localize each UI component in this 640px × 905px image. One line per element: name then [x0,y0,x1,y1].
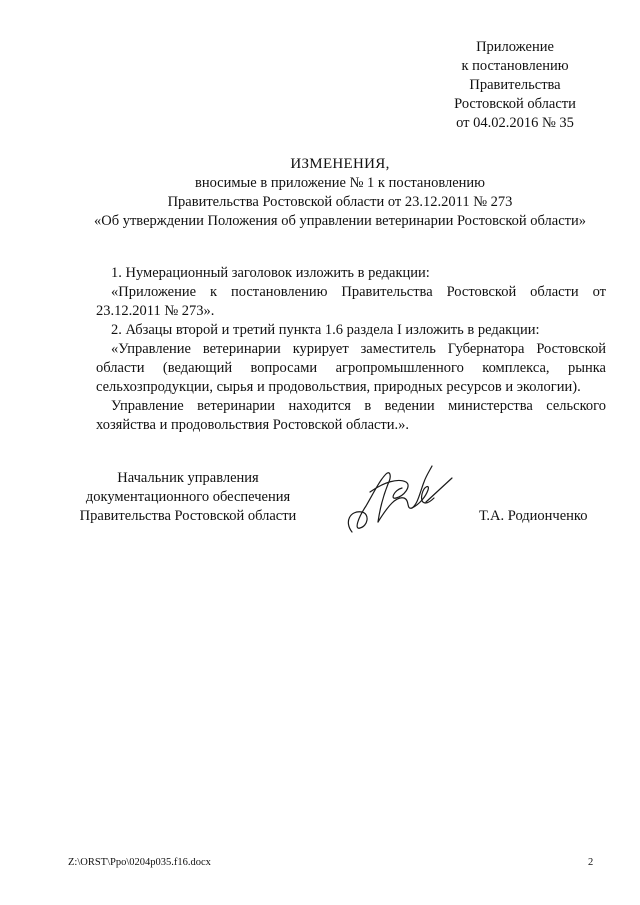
item-2-text-2: Управление ветеринарии находится в ведении министерства сельского хозяйства и продовольствия Ростовской области.». [96,398,606,433]
item-1: 1. Нумерационный заголовок изложить в редакции: [111,265,430,281]
item-1-text: «Приложение к постановлению Правительства Ростовской области от 23.12.2011 № 273». [96,284,606,319]
title-line: Правительства Ростовской области от 23.12.2011 № 273 [167,194,513,210]
footer-file-path: Z:\ORST\Ppo\0204p035.f16.docx [68,857,211,868]
signatory-position [68,469,308,526]
handwritten-signature [340,452,460,544]
appendix-line: к постановлению [461,58,569,74]
appendix-header [430,38,600,133]
item-2-text-1: «Управление ветеринарии курирует заместитель Губернатора Ростовской области (ведающий вопросами агропромышленного комплекса, рынка сельхозпродукции, сырья и продовольствия, природных ресурсов и экологии). [96,341,606,395]
document-title [40,155,640,231]
appendix-line: от 04.02.2016 № 35 [456,115,574,131]
signatory-name: Т.А. Родионченко [479,508,588,524]
appendix-line: Правительства [469,77,561,93]
appendix-line: Приложение [476,39,554,55]
title-line: «Об утверждении Положения об управлении ветеринарии Ростовской области» [94,213,586,229]
position-line: Начальник управления [117,470,259,486]
position-line: Правительства Ростовской области [79,508,297,524]
appendix-line: Ростовской области [454,96,576,112]
title-heading: ИЗМЕНЕНИЯ, [290,156,390,172]
document-body [96,264,606,435]
position-line: документационного обеспечения [85,489,291,505]
item-2: 2. Абзацы второй и третий пункта 1.6 раздела I изложить в редакции: [111,322,540,338]
title-line: вносимые в приложение № 1 к постановлению [194,175,486,191]
page-number: 2 [588,857,594,868]
